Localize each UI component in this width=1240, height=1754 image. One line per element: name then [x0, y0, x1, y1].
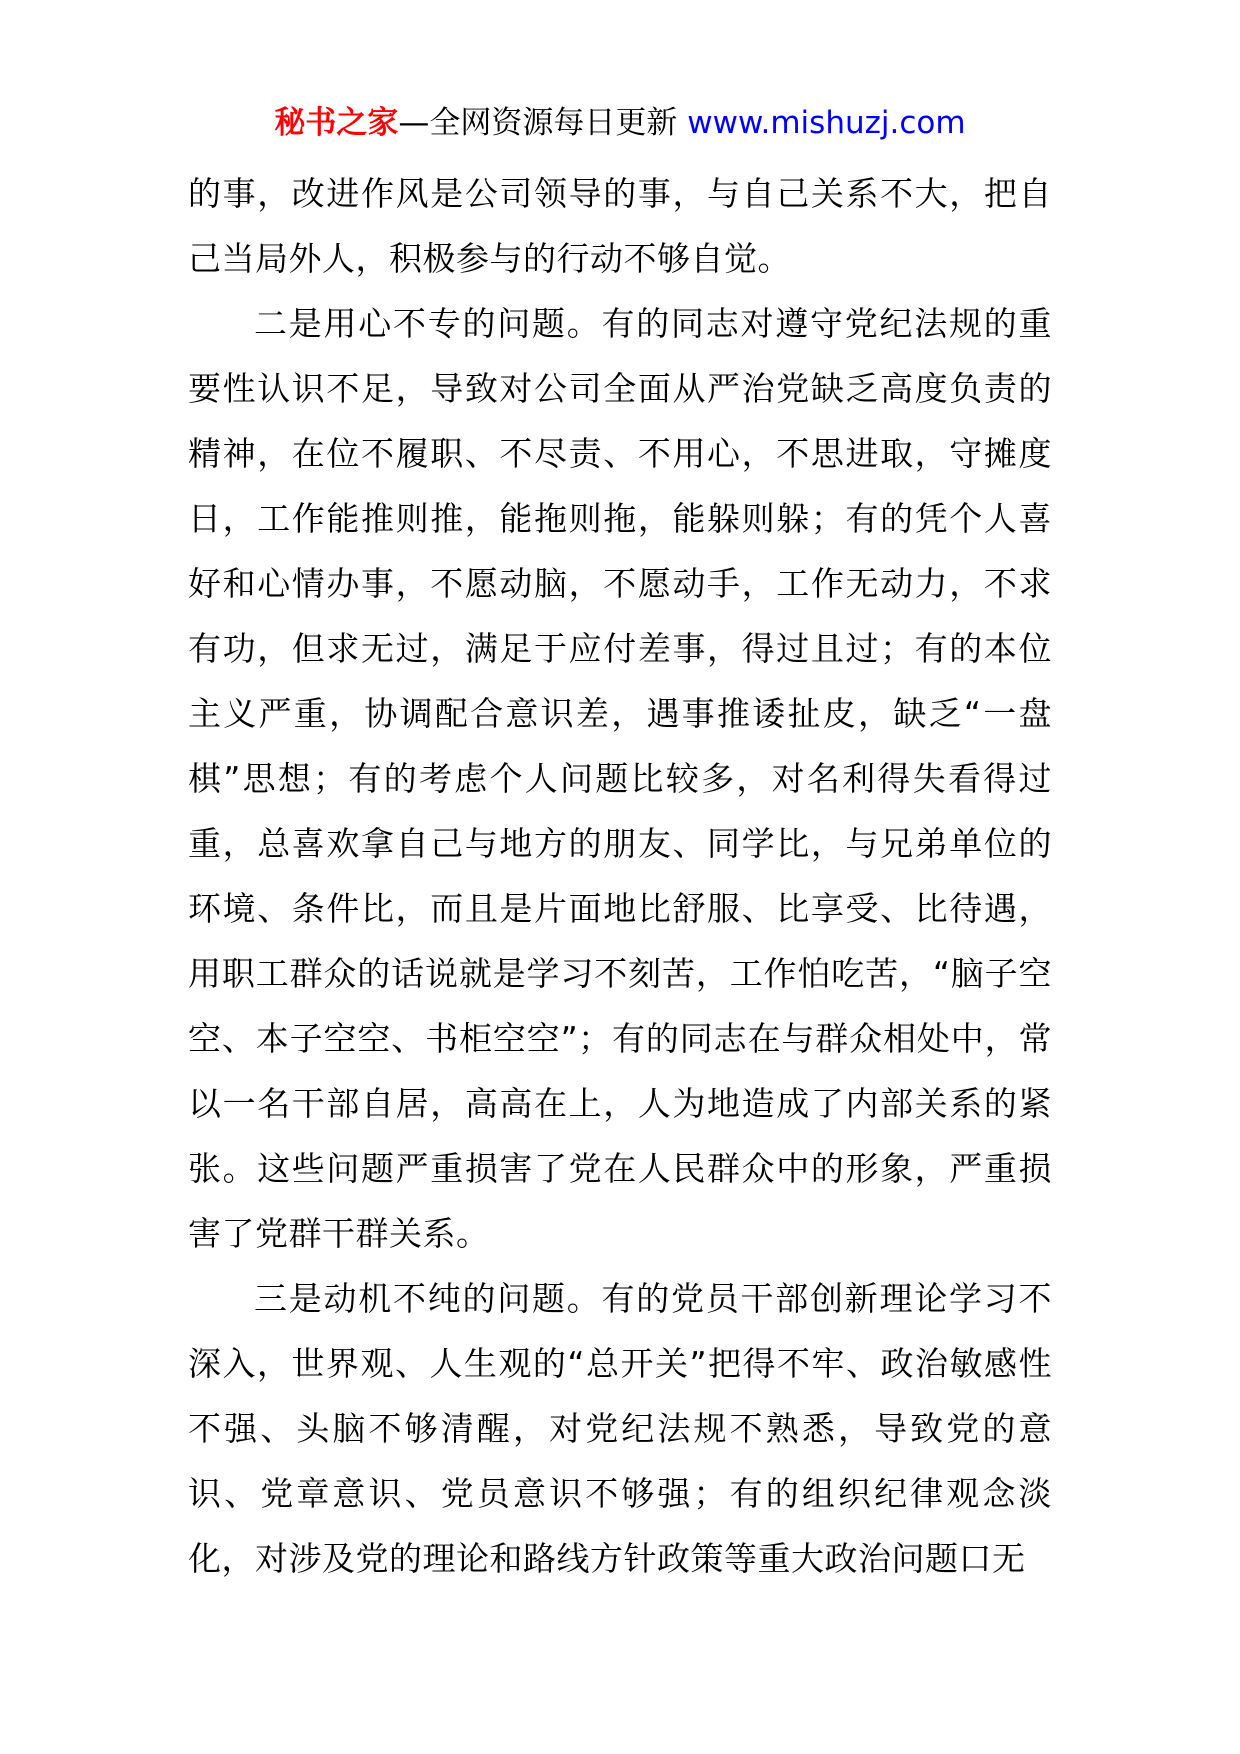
site-tagline: —全网资源每日更新 [398, 105, 678, 141]
paragraph-point-three: 三是动机不纯的问题。有的党员干部创新理论学习不深入，世界观、人生观的“总开关”把得不牢、政治敏感性不强、头脑不够清醒，对党纪法规不熟悉，导致党的意识、党章意识、党员意识不够强；有的组织纪律观念淡化，对涉及党的理论和路线方针政策等重大政治问题口无 [188, 1279, 1052, 1578]
site-url-link[interactable]: www.mishuzj.com [687, 105, 966, 141]
site-header [0, 100, 1240, 146]
paragraph-point-two: 二是用心不专的问题。有的同志对遵守党纪法规的重要性认识不足，导致对公司全面从严治党缺乏高度负责的精神，在位不履职、不尽责、不用心，不思进取，守摊度日，工作能推则推，能拖则拖，能躲则躲；有的凭个人喜好和心情办事，不愿动脑，不愿动手，工作无动力，不求有功，但求无过，满足于应付差事，得过且过；有的本位主义严重，协调配合意识差，遇事推诿扯皮，缺乏“一盘棋”思想；有的考虑个人问题比较多，对名利得失看得过重，总喜欢拿自己与地方的朋友、同学比，与兄弟单位的环境、条件比，而且是片面地比舒服、比享受、比待遇，用职工群众的话说就是学习不刻苦，工作怕吃苦，“脑子空空、本子空空、书柜空空”；有的同志在与群众相处中，常以一名干部自居，高高在上，人为地造成了内部关系的紧张。这些问题严重损害了党在人民群众中的形象，严重损害了党群干群关系。 [188, 304, 1052, 1253]
site-brand: 秘书之家 [274, 105, 399, 141]
paragraph-continuation: 的事，改进作风是公司领导的事，与自己关系不大，把自己当局外人，积极参与的行动不够自觉。 [188, 174, 1052, 278]
document-body [188, 161, 1052, 1591]
